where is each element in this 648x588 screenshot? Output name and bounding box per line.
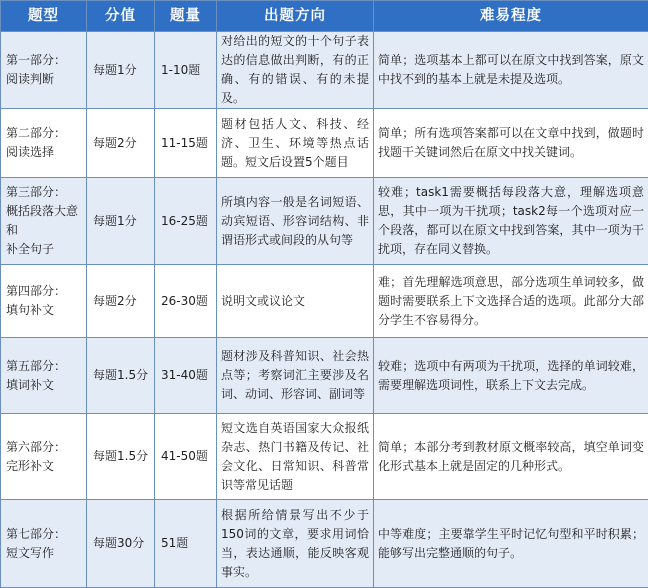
section-name-line: 第七部分：	[6, 525, 82, 544]
difficulty-cell: 简单；本部分考到教材原文概率较高，填空单词变化形式基本上就是固定的几种形式。	[374, 414, 648, 500]
header-count: 题量	[155, 1, 217, 32]
section-cell	[1, 338, 87, 414]
score-cell: 每题1分	[87, 178, 155, 265]
section-name-line: 阅读判断	[6, 70, 82, 89]
section-name-line: 完形补文	[6, 457, 82, 476]
section-name-line: 第五部分：	[6, 357, 82, 376]
direction-cell: 根据所给情景写出不少于150词的文章，要求用词恰当，表达通顺，能反映客观事实。	[217, 500, 374, 588]
table-row	[1, 265, 648, 338]
header-difficulty: 难易程度	[374, 1, 648, 32]
range-cell: 16-25题	[155, 178, 217, 265]
section-cell	[1, 32, 87, 109]
section-cell	[1, 109, 87, 178]
section-cell	[1, 265, 87, 338]
difficulty-cell: 中等难度；主要靠学生平时记忆句型和平时积累；能够写出完整通顺的句子。	[374, 500, 648, 588]
header-type: 题型	[1, 1, 87, 32]
score-cell: 每题1分	[87, 32, 155, 109]
section-name-line: 填句补文	[6, 301, 82, 320]
section-name-line: 补全句子	[6, 240, 82, 259]
range-cell: 41-50题	[155, 414, 217, 500]
section-name-line: 填词补文	[6, 376, 82, 395]
header-score: 分值	[87, 1, 155, 32]
section-name-line: 阅读选择	[6, 143, 82, 162]
header-direction: 出题方向	[217, 1, 374, 32]
table-row	[1, 500, 648, 588]
range-cell: 31-40题	[155, 338, 217, 414]
section-name-line: 概括段落大意和	[6, 202, 82, 240]
section-name-line: 第三部分：	[6, 183, 82, 202]
score-cell: 每题2分	[87, 109, 155, 178]
score-cell: 每题2分	[87, 265, 155, 338]
table-row	[1, 32, 648, 109]
range-cell: 11-15题	[155, 109, 217, 178]
section-name-line: 第一部分：	[6, 51, 82, 70]
difficulty-cell: 较难；选项中有两项为干扰项，选择的单词较难，需要理解选项词性，联系上下文去完成。	[374, 338, 648, 414]
direction-cell: 题材包括人文、科技、经济、卫生、环境等热点话题。短文后设置5个题目	[217, 109, 374, 178]
direction-cell: 题材涉及科普知识、社会热点等；考察词汇主要涉及名词、动词、形容词、副词等	[217, 338, 374, 414]
direction-cell: 短文选自英语国家大众报纸杂志、热门书籍及传记、社会文化、日常知识、科普常识等常见话题	[217, 414, 374, 500]
table-row	[1, 109, 648, 178]
difficulty-cell: 简单；选项基本上都可以在原文中找到答案，原文中找不到的基本上就是未提及选项。	[374, 32, 648, 109]
section-cell	[1, 414, 87, 500]
direction-cell: 对给出的短文的十个句子表达的信息做出判断，有的正确、有的错误、有的未提及。	[217, 32, 374, 109]
difficulty-cell: 较难；task1需要概括每段落大意，理解选项意思，其中一项为干扰项；task2每一个选项对应一个段落，都可以在原文中找到答案，其中一项为干扰项，存在同义替换。	[374, 178, 648, 265]
section-name-line: 第四部分：	[6, 282, 82, 301]
section-name-line: 短文写作	[6, 544, 82, 563]
score-cell: 每题1.5分	[87, 414, 155, 500]
range-cell: 51题	[155, 500, 217, 588]
section-cell	[1, 178, 87, 265]
table-row	[1, 338, 648, 414]
range-cell: 26-30题	[155, 265, 217, 338]
direction-cell: 说明文或议论文	[217, 265, 374, 338]
difficulty-cell: 难；首先理解选项意思，部分选项生单词较多，做题时需要联系上下文选择合适的选项。此部分大部分学生不容易得分。	[374, 265, 648, 338]
range-cell: 1-10题	[155, 32, 217, 109]
section-name-line: 第二部分：	[6, 124, 82, 143]
score-cell: 每题30分	[87, 500, 155, 588]
table-row	[1, 178, 648, 265]
difficulty-cell: 简单；所有选项答案都可以在文章中找到，做题时找题干关键词然后在原文中找关键词。	[374, 109, 648, 178]
score-cell: 每题1.5分	[87, 338, 155, 414]
direction-cell: 所填内容一般是名词短语、动宾短语、形容词结构、非谓语形式或间段的从句等	[217, 178, 374, 265]
section-cell	[1, 500, 87, 588]
section-name-line: 第六部分：	[6, 438, 82, 457]
table-row	[1, 414, 648, 500]
header-row	[1, 1, 648, 32]
